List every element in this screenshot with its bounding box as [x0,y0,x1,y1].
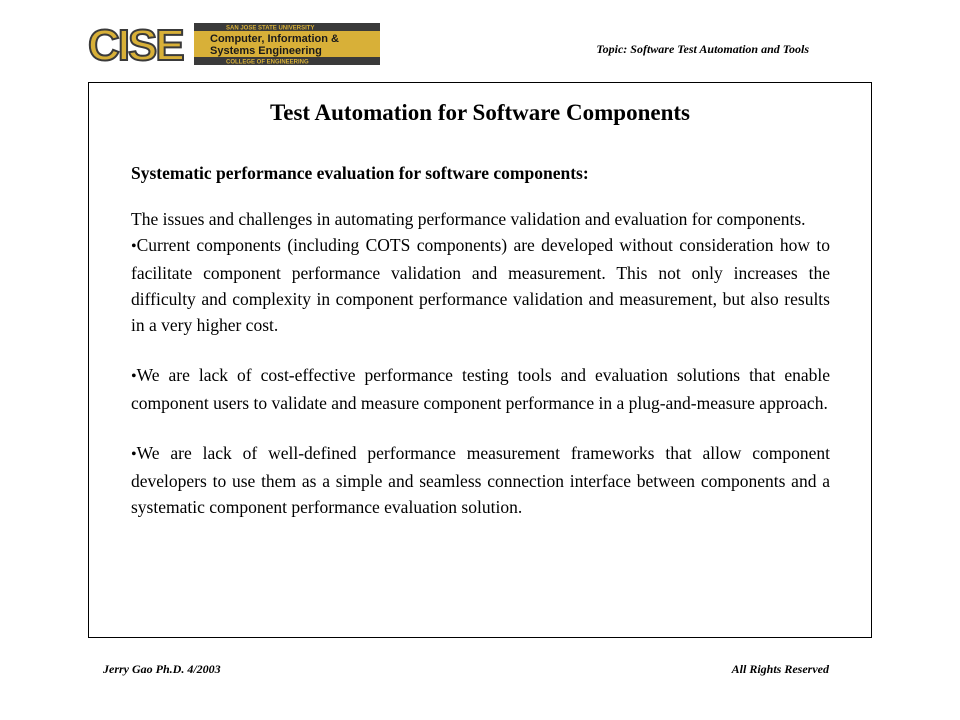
bullet-item [131,232,830,338]
bullet-icon: • [131,238,137,255]
subheading: Systematic performance evaluation for software components: [131,163,589,183]
bullet-text: We are lack of well-defined performance measurement frameworks that allow component developers to use them as a simple and seamless connection interface between components and a systematic component performance evaluation solution. [131,443,830,517]
footer-rights: All Rights Reserved [731,662,829,676]
logo-letters: CISE [88,22,183,66]
bullet-item [131,362,830,416]
cise-logo [86,22,382,66]
bullet-icon: • [131,368,137,385]
bullet-icon: • [131,446,137,463]
bullet-text: We are lack of cost-effective performance testing tools and evaluation solutions that enable component users to validate and measure component performance in a plug-and-measure approach. [131,365,830,413]
content-frame [88,82,872,638]
bullet-text: Current components (including COTS components) are developed without consideration how to facilitate component performance validation and measurement. This not only increases the difficulty and complexity in component performance validation and measurement, but also results in a very higher cost. [131,235,830,335]
footer-author: Jerry Gao Ph.D. 4/2003 [103,662,221,676]
cise-logo-graphic [86,22,382,66]
slide-topic: Topic: Software Test Automation and Tools [596,42,809,56]
slide-body [131,160,830,520]
logo-college: COLLEGE OF ENGINEERING [226,59,309,66]
slide-title: Test Automation for Software Components [270,100,690,125]
logo-line1: Computer, Information & [210,33,339,45]
bullet-item [131,440,830,520]
logo-university: SAN JOSE STATE UNIVERSITY [226,25,315,32]
intro-paragraph: The issues and challenges in automating performance validation and evaluation for components. [131,209,806,229]
logo-line2: Systems Engineering [210,45,322,57]
